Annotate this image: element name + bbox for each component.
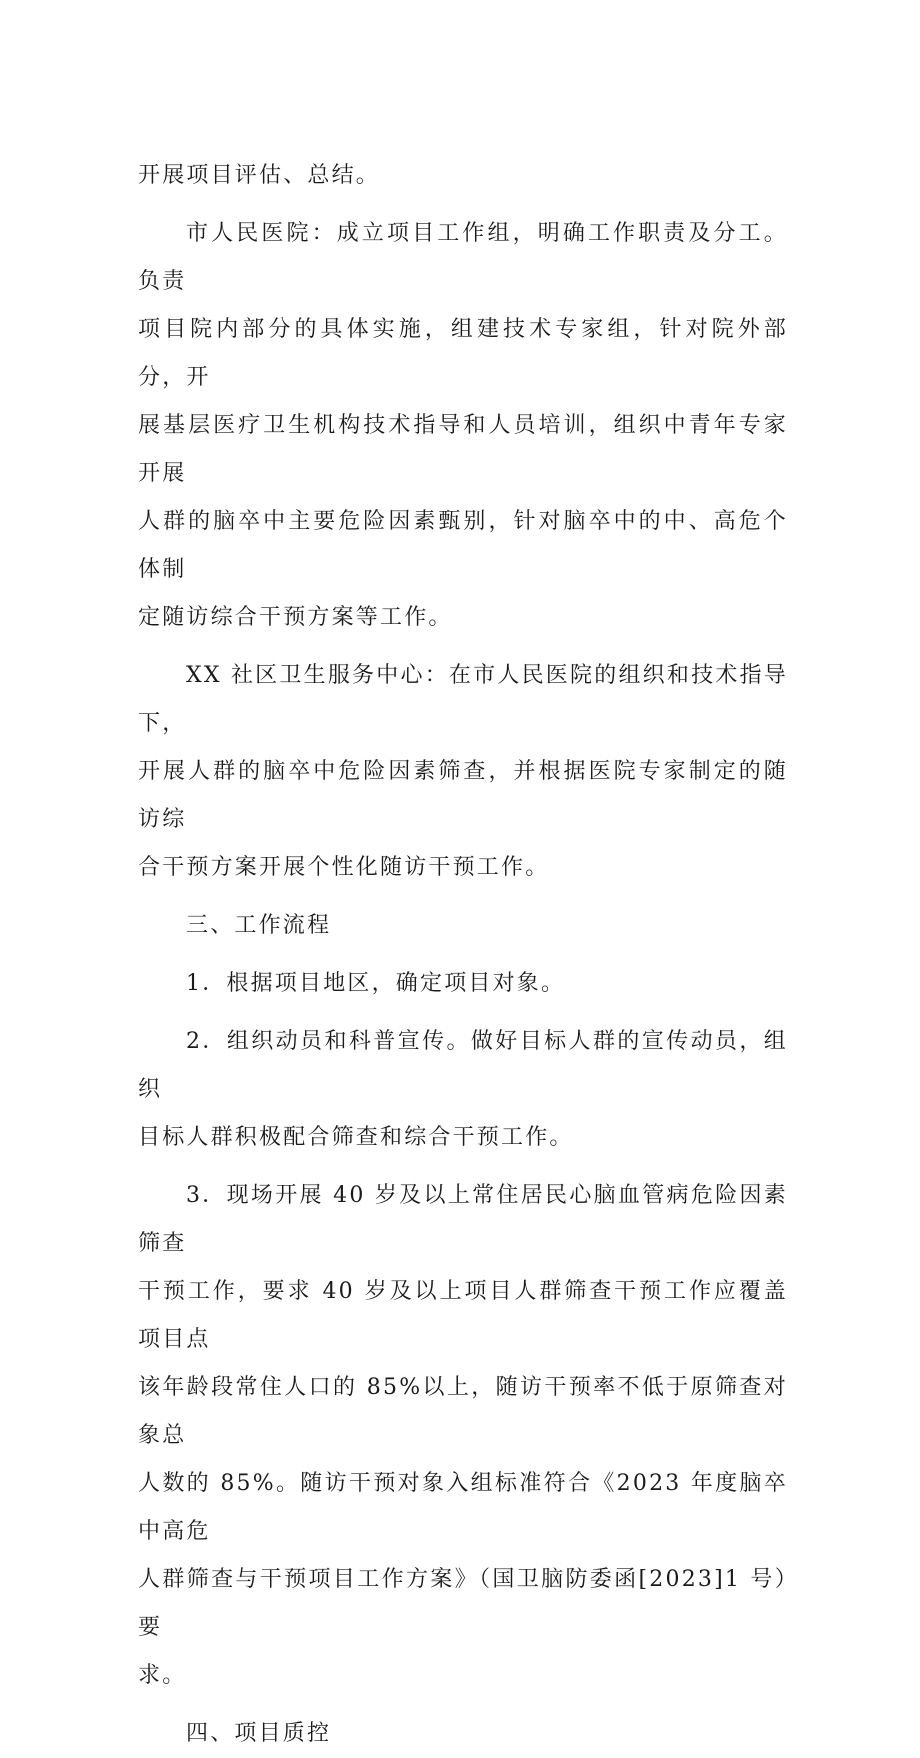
text-line: 该年龄段常住人口的 85%以上，随访干预率不低于原筛查对象总	[138, 1375, 788, 1448]
text-line: 2．组织动员和科普宣传。做好目标人群的宣传动员，组织	[138, 1029, 788, 1102]
text-line: 开展项目评估、总结。	[138, 163, 381, 188]
text-line: 开展人群的脑卒中危险因素筛查，并根据医院专家制定的随访综	[138, 759, 788, 832]
list-item-1	[138, 960, 788, 1008]
list-item-3	[138, 1172, 788, 1700]
text-line: 人群的脑卒中主要危险因素甄别，针对脑卒中的中、高危个体制	[138, 509, 788, 582]
paragraph-community-center	[138, 652, 788, 892]
text-line: 三、工作流程	[186, 913, 332, 938]
text-line: 展基层医疗卫生机构技术指导和人员培训，组织中青年专家开展	[138, 413, 788, 486]
paragraph-evaluation-summary	[138, 152, 788, 200]
text-line: 市人民医院：成立项目工作组，明确工作职责及分工。负责	[138, 221, 788, 294]
text-line: 项目院内部分的具体实施，组建技术专家组，针对院外部分，开	[138, 317, 788, 390]
text-line: XX 社区卫生服务中心：在市人民医院的组织和技术指导下，	[138, 663, 788, 736]
text-line: 3．现场开展 40 岁及以上常住居民心脑血管病危险因素筛查	[138, 1183, 788, 1256]
document-body	[138, 152, 788, 1758]
section-heading-quality-control	[138, 1710, 788, 1758]
list-item-2	[138, 1018, 788, 1162]
text-line: 人群筛查与干预项目工作方案》（国卫脑防委函[2023]1 号）要	[138, 1567, 788, 1640]
text-line: 四、项目质控	[186, 1721, 332, 1746]
text-line: 1．根据项目地区，确定项目对象。	[186, 971, 566, 996]
text-line: 定随访综合干预方案等工作。	[138, 605, 453, 630]
paragraph-city-hospital	[138, 210, 788, 642]
text-line: 求。	[138, 1663, 187, 1688]
text-line: 干预工作，要求 40 岁及以上项目人群筛查干预工作应覆盖项目点	[138, 1279, 788, 1352]
text-line: 目标人群积极配合筛查和综合干预工作。	[138, 1125, 574, 1150]
text-line: 合干预方案开展个性化随访干预工作。	[138, 855, 550, 880]
text-line: 人数的 85%。随访干预对象入组标准符合《2023 年度脑卒中高危	[138, 1471, 788, 1544]
section-heading-workflow	[138, 902, 788, 950]
